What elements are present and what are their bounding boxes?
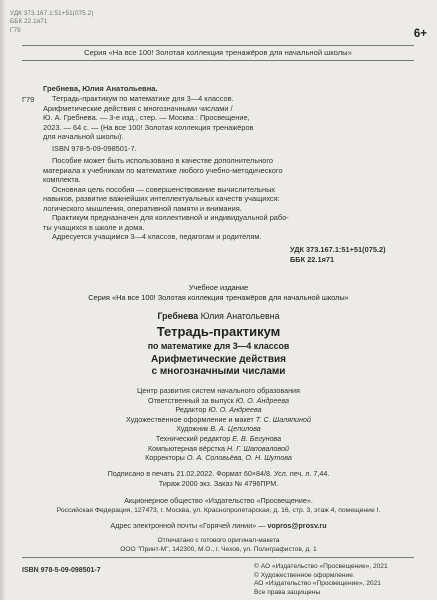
annotation-line: навыков, развитие важнейших интеллектуальных качеств учащихся: <box>43 194 280 203</box>
bib-line: для начальной школы). <box>43 132 124 141</box>
bottom-rule <box>22 557 414 558</box>
annotation-line: Основная цель пособия — совершенствование вычислительных <box>52 184 276 194</box>
annotation-line: логического мышления, оперативной памяти и внимания. <box>43 203 242 213</box>
author-code: Г79 <box>22 95 35 104</box>
publisher-name: Акционерное общество «Издательство «Просвещение». <box>124 496 313 505</box>
hotline: Адрес электронной почты «Горячей линии» — vopros@prosv.ru <box>110 521 327 530</box>
credit-line: Корректоры О. А. Соловьёва, О. Н. Шутова <box>145 453 292 463</box>
isbn-bottom: ISBN 978-5-09-098501-7 <box>22 567 101 574</box>
annotation-line: ты учащихся в школе и дома. <box>43 222 145 232</box>
copyright-line: © Художественное оформление. <box>254 571 355 579</box>
author-full <box>0 311 437 321</box>
bib-line: Ю. А. Гребнева. — 3-е изд., стер. — Москва : Просвещение, <box>43 113 250 122</box>
annotation-line: Пособие может быть использовано в качестве дополнительного <box>52 156 274 165</box>
stamp-bbk: ББК 22.1я71 <box>10 18 48 26</box>
age-rating: 6+ <box>413 28 427 40</box>
hotline-email: vopros@prosv.ru <box>267 521 327 530</box>
stamp-code: Г79 <box>10 26 21 34</box>
annotation-line: Адресуется учащимся 3—4 классов, педагогам и родителям. <box>52 232 262 241</box>
credit-line: Ответственный за выпуск Ю. О. Андреева <box>148 395 289 405</box>
book-title: Тетрадь-практикум <box>156 324 281 339</box>
credit-line: Технический редактор Е. В. Бегунова <box>155 434 282 443</box>
copyright-line: АО «Издательство «Просвещение», 2021 <box>254 580 381 588</box>
bib-line: 2023. — 64 с. — (На все 100! Золотая коллекция тренажёров <box>43 122 254 132</box>
bib-line: Тетрадь-практикум по математике для 3—4 классов. <box>52 94 234 103</box>
bib-line: Арифметические действия с многозначными числами / <box>43 103 233 113</box>
printer-line: ООО "Принт-М", 142300, М.О., г. Чехов, ул. Полиграфистов, д. 1 <box>120 546 317 553</box>
book-subtitle-1: по математике для 3—4 классов <box>147 341 290 351</box>
printer-line: Отпечатано с готового оригинал-макета <box>157 537 280 544</box>
series-top: Серия «На все 100! Золотая коллекция тренажёров для начальной школы» <box>84 48 352 57</box>
credit-line: Центр развития систем начального образования <box>137 386 300 395</box>
credit-line: Художник В. А. Цепилова <box>176 424 261 434</box>
annotation-line: комплекта. <box>43 175 81 184</box>
stamp-udk: УДК 373.167.1:51+51(075.2) <box>10 10 94 17</box>
library-stamp <box>10 10 93 35</box>
series-rule <box>22 60 414 61</box>
copyright-line: Все права защищены <box>254 588 321 596</box>
print-info-line: Подписано в печать 21.02.2022. Формат 60×84/8. Усл. печ. л. 7,44. <box>107 469 330 478</box>
copyright-line: © АО «Издательство «Просвещение», 2021 <box>254 563 388 570</box>
book-subtitle-3: с многозначными числами <box>151 366 286 377</box>
author-heading: Гребнева, Юлия Анатольевна. <box>43 84 158 93</box>
edition-type: Учебное издание <box>188 283 249 292</box>
annotation-line: материала к учебникам по математике любого учебно-методического <box>43 165 283 175</box>
bbk-code: ББК 22.1я71 <box>290 255 335 264</box>
annotation-line: Практикум предназначен для коллективной и индивидуальной рабо- <box>52 213 289 222</box>
isbn-line: ISBN 978-5-09-098501-7. <box>52 144 137 153</box>
udk-code: УДК 373.167.1:51+51(075.2) <box>290 245 386 254</box>
print-info-line: Тираж 2000 экз. Заказ № 4796ПРМ. <box>158 478 279 488</box>
author-first-name: Юлия Анатольевна <box>200 311 280 321</box>
series-center: Серия «На все 100! Золотая коллекция тренажёров для начальной школы» <box>88 293 349 302</box>
publisher-address: Российская Федерация, 127473, г. Москва, ул. Краснопролетарская, д. 16, стр. 3, этаж 4, помещение I. <box>56 506 381 514</box>
top-rule <box>22 45 414 46</box>
credit-line: Художественное оформление и макет Т. С. Шаляпиной <box>126 414 311 424</box>
credit-line: Редактор Ю. О. Андреева <box>175 405 262 415</box>
book-subtitle-2: Арифметические действия <box>151 354 286 365</box>
author-last-name: Гребнева <box>157 311 199 321</box>
credit-line: Компьютерная вёрстка Н. Г. Шаповаловой <box>147 443 290 453</box>
